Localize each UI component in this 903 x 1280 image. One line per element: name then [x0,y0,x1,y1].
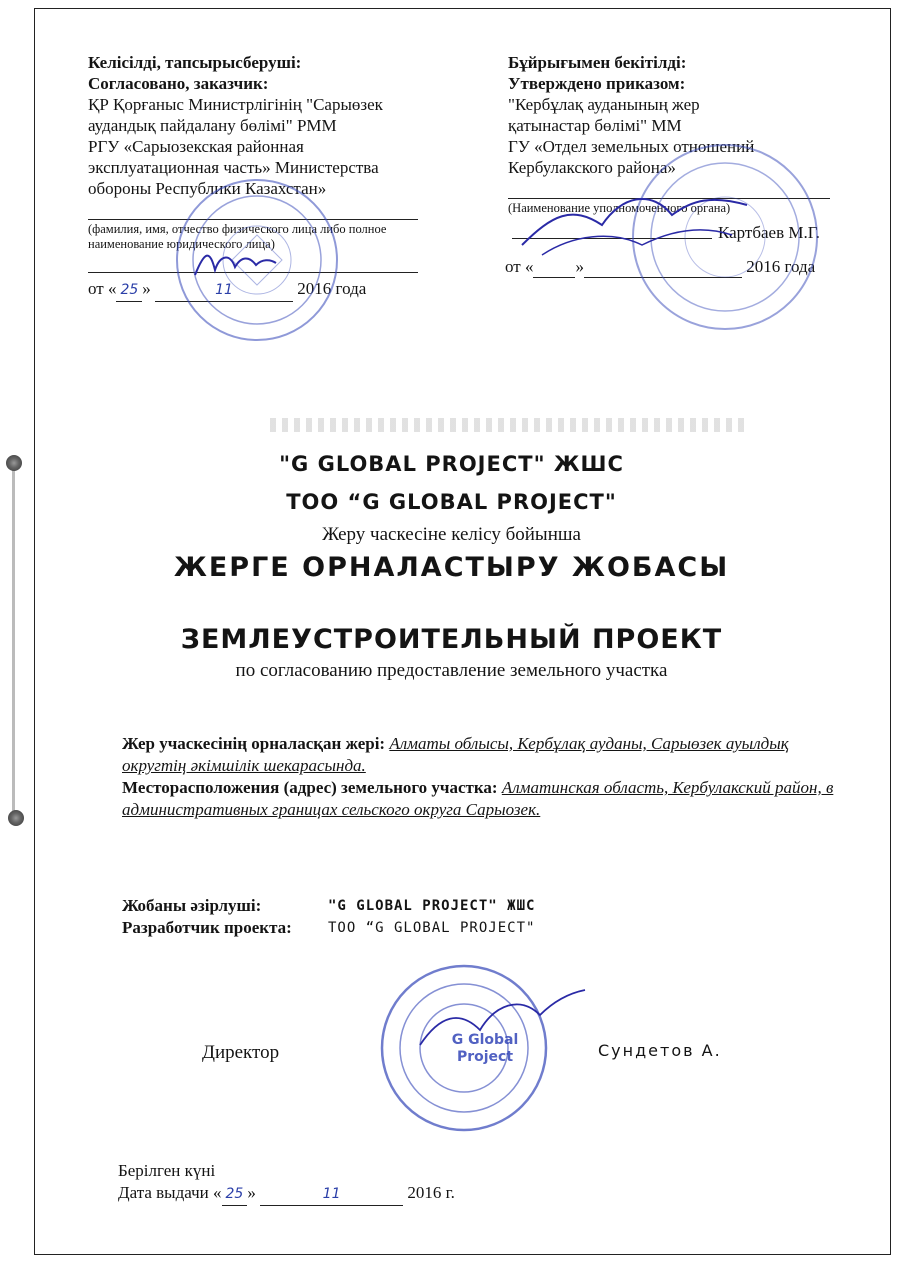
date-prefix: от « [88,279,117,298]
customer-line: обороны Республики Казахстан» [88,179,327,198]
developer-value-ru: ТОО “G GLOBAL PROJECT" [328,920,536,936]
customer-line: ҚР Қорғаныс Министрлігінің "Сарыөзек [88,95,383,114]
subtitle-kz: Жеру часкесіне келісу бойынша [322,524,581,545]
director-name: Сундетов А. [598,1041,722,1060]
customer-line: эксплуатационная часть» Министерства [88,158,379,177]
bleed-through-text [270,418,750,432]
authority-line: қатынастар бөлімі" ММ [508,116,682,135]
customer-signature [190,245,280,285]
location-label-ru: Месторасположения (адрес) земельного участка: [122,778,498,797]
customer-line: РГУ «Сарыозекская районная [88,137,304,156]
land-location-block [122,733,857,821]
location-value-ru: Алматинская область, Кербулакский район, в административных границах сельского округа Сарыозек. [122,778,834,819]
issue-label-ru: Дата выдачи « [118,1183,222,1202]
issue-year: 2016 г. [407,1183,455,1202]
developer-value-kz: "G GLOBAL PROJECT" ЖШС [328,898,536,914]
document-title-ru: ЗЕМЛЕУСТРОИТЕЛЬНЫЙ ПРОЕКТ [180,624,723,655]
approval-ru-heading: Согласовано, заказчик: [88,74,269,93]
order-ru-heading: Утверждено приказом: [508,74,686,93]
binding-hole [8,810,24,826]
note-line: (фамилия, имя, отчество физического лица либо полное [88,222,387,236]
director-role: Директор [202,1042,280,1063]
company-name-kz: "G GLOBAL PROJECT" ЖШС [279,452,624,476]
date-prefix: от « [505,257,534,276]
order-kz-heading: Бұйрығымен бекітілді: [508,53,687,72]
developer-label-kz: Жобаны әзірлуші: [122,896,262,915]
authority-line: ГУ «Отдел земельных отношений [508,137,755,156]
handwritten-day: 25 [116,280,142,302]
approval-kz-heading: Келісілді, тапсырысберуші: [88,53,302,72]
authority-line: Кербулакского района» [508,158,676,177]
developer-label-ru: Разработчик проекта: [122,918,292,937]
issue-date [118,1182,538,1206]
date-mid: » [247,1183,256,1202]
location-label-kz: Жер учаскесінің орналасқан жері: [122,734,386,753]
date-year: 2016 года [297,279,367,298]
date-mid: » [142,279,151,298]
company-stamp-logo: G Global Project [451,1032,519,1065]
authority-signature [512,175,752,265]
company-name-ru: ТОО “G GLOBAL PROJECT" [286,490,617,514]
authority-signer: Картбаев М.Г. [718,223,820,242]
location-value-kz: Алматы облысы, Кербұлақ ауданы, Сарыөзек ауылдық округтің әкімшілік шекарасында. [122,734,789,775]
director-signature [410,985,590,1065]
handwritten-month: 11 [260,1184,403,1206]
subtitle-ru: по согласованию предоставление земельного участка [235,660,668,681]
authority-note: (Наименование уполномоченного органа) [508,201,731,215]
date-mid: » [575,257,584,276]
customer-line: аудандық пайдалану бөлімі" РММ [88,116,337,135]
handwritten-month: 11 [155,280,293,302]
authority-line: "Кербұлақ ауданының жер [508,95,700,114]
handwritten-day: 25 [222,1184,248,1206]
issue-label-kz: Берілген күні [118,1161,216,1180]
document-title-kz: ЖЕРГЕ ОРНАЛАСТЫРУ ЖОБАСЫ [173,552,730,583]
note-line: наименование юридического лица) [88,237,275,251]
date-year: 2016 года [746,257,816,276]
